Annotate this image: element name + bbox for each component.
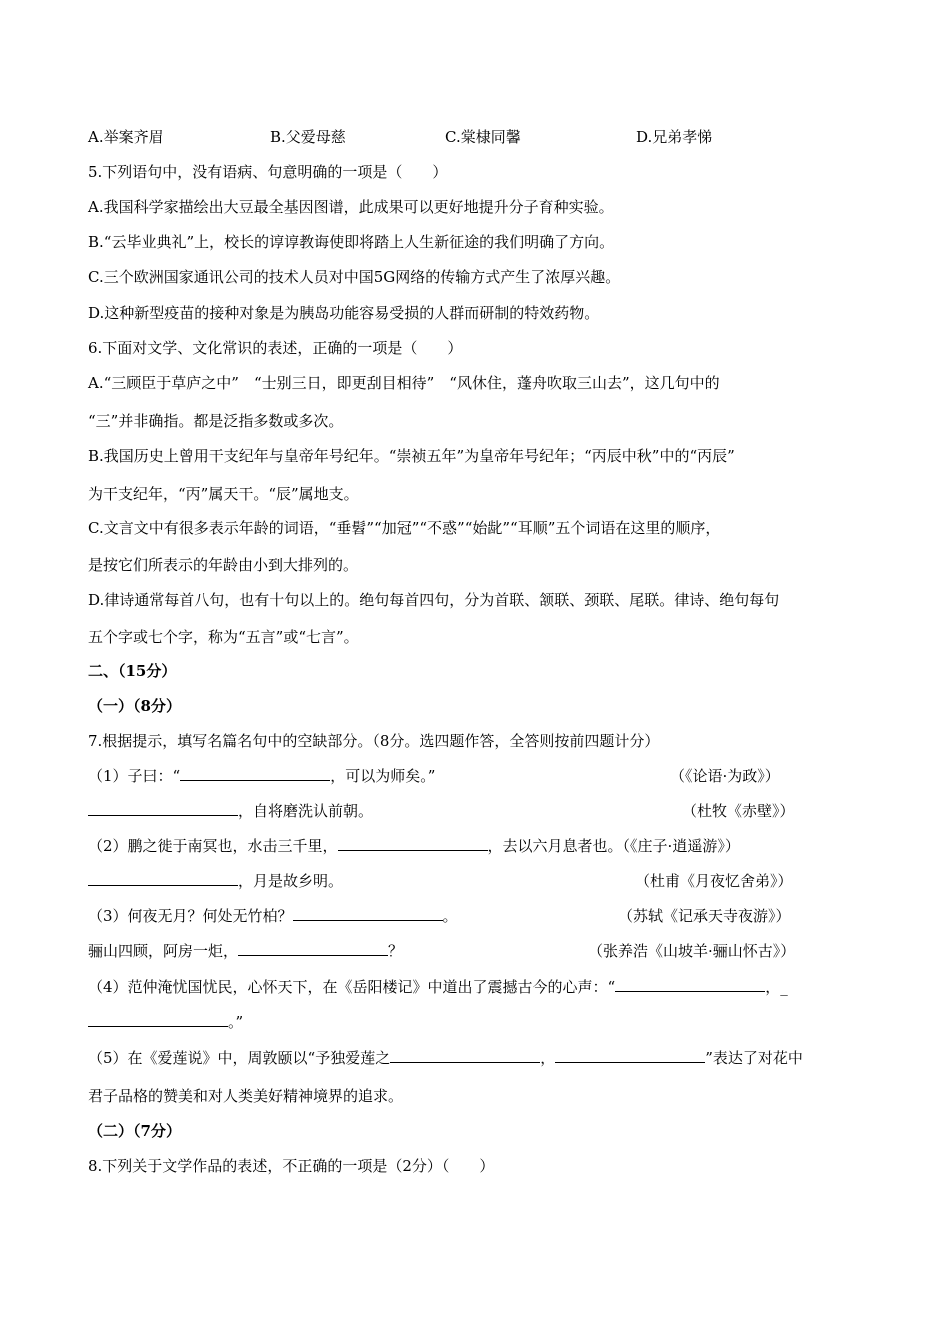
q7-line-3 <box>88 836 868 856</box>
q7-line-10: 君子品格的赞美和对人类美好精神境界的追求。 <box>88 1087 404 1105</box>
answer-blank[interactable] <box>88 801 238 816</box>
answer-blank[interactable] <box>88 871 238 886</box>
source-citation: （杜牧《赤壁》） <box>682 802 795 820</box>
text: ，可以为师矣。” <box>330 767 436 785</box>
text: （1）子曰：“ <box>88 767 181 785</box>
q6-option-c-line2: 是按它们所表示的年龄由小到大排列的。 <box>88 556 359 574</box>
q6-option-c-line1: C.文言文中有很多表示年龄的词语，“垂髫”“加冠”“不惑”“始龀”“耳顺”五个词语在这里的顺序， <box>88 519 721 537</box>
option-a: A.举案齐眉 <box>88 128 164 146</box>
q8-stem: 8.下列关于文学作品的表述，不正确的一项是（2分）（ ） <box>88 1157 495 1175</box>
answer-blank[interactable] <box>238 941 388 956</box>
q7-stem: 7.根据提示，填写名篇名句中的空缺部分。（8分。选四题作答，全答则按前四题计分） <box>88 732 660 750</box>
text: （3）何夜无月？何处无竹柏？ <box>88 907 293 925</box>
q5-option-c: C.三个欧洲国家通讯公司的技术人员对中国5G网络的传输方式产生了浓厚兴趣。 <box>88 268 621 286</box>
answer-blank[interactable] <box>338 836 488 851</box>
option-d: D.兄弟孝悌 <box>636 128 713 146</box>
q6-option-d-line1: D.律诗通常每首八句，也有十句以上的。绝句每首四句，分为首联、颔联、颈联、尾联。律诗、绝句每句 <box>88 591 780 609</box>
part-one-heading: （一）（8分） <box>88 697 181 715</box>
text: ？ <box>388 942 404 960</box>
text: 。 <box>442 907 458 925</box>
q6-option-a-line1: A.“三顾臣于草庐之中” “士别三日，即更刮目相待” “风休住，蓬舟吹取三山去”，这几句中的 <box>88 374 720 392</box>
q7-line-7 <box>88 977 868 997</box>
q6-option-a-line2: “三”并非确指。都是泛指多数或多次。 <box>88 412 344 430</box>
text: 骊山四顾，阿房一炬， <box>88 942 239 960</box>
answer-blank[interactable] <box>555 1048 705 1063</box>
q6-stem: 6.下面对文学、文化常识的表述，正确的一项是（ ） <box>88 339 463 357</box>
q6-option-d-line2: 五个字或七个字，称为“五言”或“七言”。 <box>88 628 359 646</box>
q7-line-8 <box>88 1012 868 1032</box>
source-citation: （杜甫《月夜忆舍弟》） <box>635 872 793 890</box>
q5-option-d: D.这种新型疫苗的接种对象是为胰岛功能容易受损的人群而研制的特效药物。 <box>88 304 600 322</box>
option-c: C.棠棣同馨 <box>445 128 521 146</box>
q7-line-9 <box>88 1048 868 1068</box>
q5-stem: 5.下列语句中，没有语病、句意明确的一项是（ ） <box>88 163 448 181</box>
text: ，_ <box>765 978 788 996</box>
text: （2）鹏之徙于南冥也，水击三千里， <box>88 837 338 855</box>
source-citation: （张养浩《山坡羊·骊山怀古》） <box>588 942 796 960</box>
section-heading: 二、（15分） <box>88 662 177 680</box>
q5-option-b: B.“云毕业典礼”上，校长的谆谆教诲使即将踏上人生新征途的我们明确了方向。 <box>88 233 615 251</box>
option-b: B.父爱母慈 <box>270 128 346 146</box>
text: 。” <box>228 1013 244 1031</box>
q6-option-b-line1: B.我国历史上曾用干支纪年与皇帝年号纪年。“崇祯五年”为皇帝年号纪年；“丙辰中秋”中的“丙辰” <box>88 447 735 465</box>
part-two-heading: （二）（7分） <box>88 1122 181 1140</box>
text: ”表达了对花中 <box>705 1049 803 1067</box>
q5-option-a: A.我国科学家描绘出大豆最全基因图谱，此成果可以更好地提升分子育种实验。 <box>88 198 614 216</box>
answer-blank[interactable] <box>390 1048 540 1063</box>
answer-blank[interactable] <box>88 1012 228 1027</box>
text: ，自将磨洗认前朝。 <box>238 802 374 820</box>
text: ，去以六月息者也。（《庄子·逍遥游》） <box>487 837 740 855</box>
text: ， <box>540 1049 556 1067</box>
text: （5）在《爱莲说》中，周敦颐以“予独爱莲之 <box>88 1049 391 1067</box>
text: （4）范仲淹忧国忧民，心怀天下，在《岳阳楼记》中道出了震撼古今的心声：“ <box>88 978 616 996</box>
answer-blank[interactable] <box>293 906 443 921</box>
q6-option-b-line2: 为干支纪年，“丙”属天干。“辰”属地支。 <box>88 485 359 503</box>
source-citation: （《论语·为政》） <box>670 767 780 785</box>
text: ，月是故乡明。 <box>238 872 344 890</box>
source-citation: （苏轼《记承天寺夜游》） <box>618 907 791 925</box>
answer-blank[interactable] <box>615 977 765 992</box>
answer-blank[interactable] <box>180 766 330 781</box>
